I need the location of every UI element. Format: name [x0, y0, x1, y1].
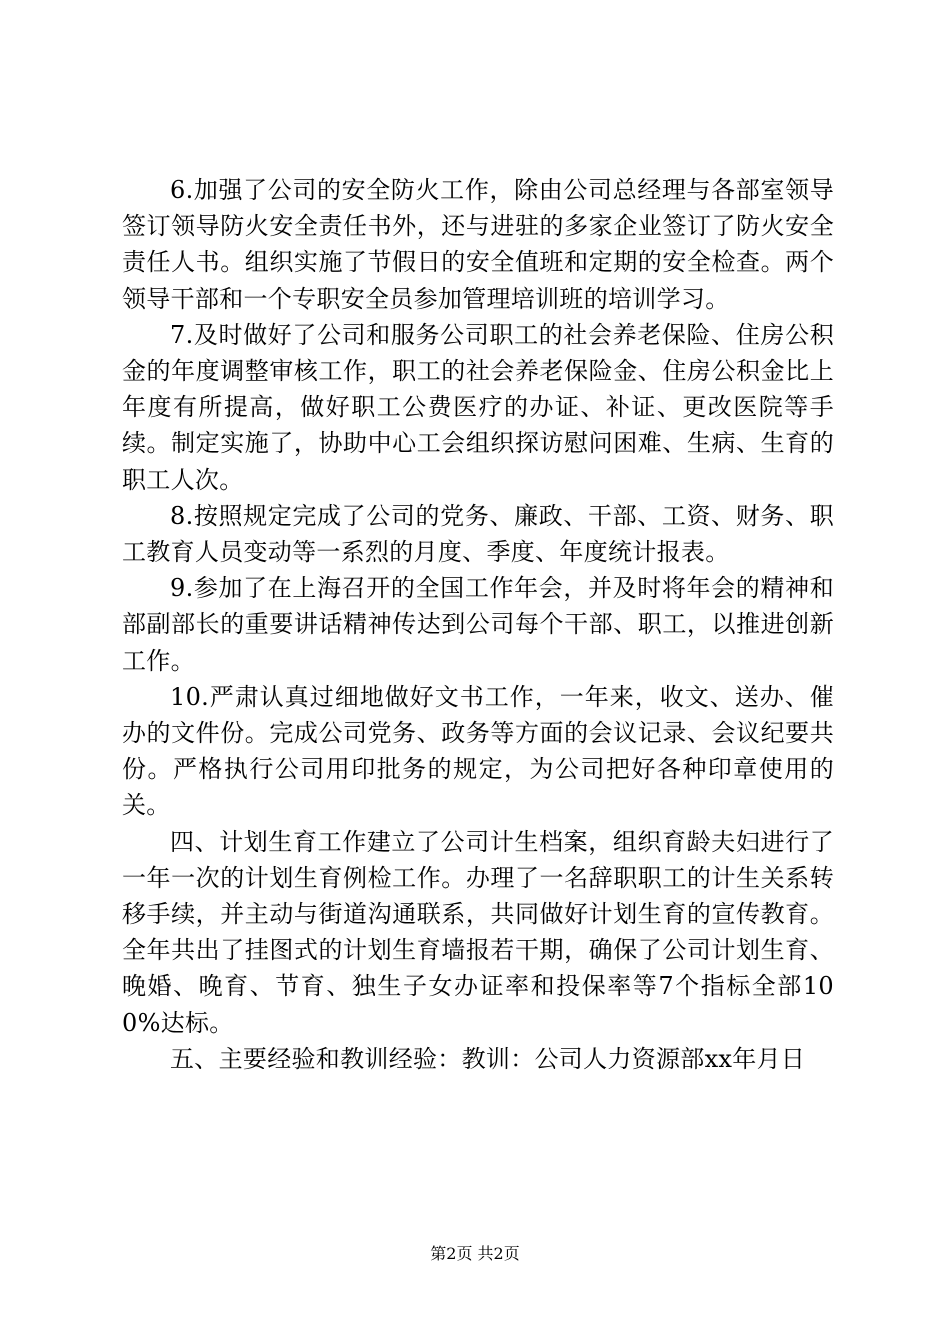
- paragraph-experience-lessons: 五、主要经验和教训经验：教训：公司人力资源部xx年月日: [170, 1044, 806, 1073]
- paragraph-social-insurance: 7.及时做好了公司和服务公司职工的社会养老保险、住房公积金的年度调整审核工作，职工的社会养老保险金、住房公积金比上年度有所提高，做好职工公费医疗的办证、补证、更改医院等手续。制定实施了，协助中心工会组织探访慰问困难、生病、生育的职工人次。: [122, 320, 834, 494]
- document-body: [122, 172, 834, 1077]
- page-number-footer: 第2页 共2页: [430, 1244, 520, 1263]
- paragraph-fire-safety: 6.加强了公司的安全防火工作，除由公司总经理与各部室领导签订领导防火安全责任书外，还与进驻的多家企业签订了防火安全责任人书。组织实施了节假日的安全值班和定期的安全检查。两个领导干部和一个专职安全员参加管理培训班的培训学习。: [122, 176, 834, 313]
- paragraph-annual-meeting: 9.参加了在上海召开的全国工作年会，并及时将年会的精神和部副部长的重要讲话精神传达到公司每个干部、职工，以推进创新工作。: [122, 574, 834, 675]
- paragraph-document-work: 10.严肃认真过细地做好文书工作，一年来，收文、送办、催办的文件份。完成公司党务、政务等方面的会议记录、会议纪要共份。严格执行公司用印批务的规定，为公司把好各种印章使用的关。: [122, 682, 834, 820]
- paragraph-family-planning: 四、计划生育工作建立了公司计生档案，组织育龄夫妇进行了一年一次的计划生育例检工作。办理了一名辞职职工的计生关系转移手续，并主动与街道沟通联系，共同做好计划生育的宣传教育。全年共出了挂图式的计划生育墙报若干期，确保了公司计划生育、晚婚、晚育、节育、独生子女办证率和投保率等7个指标全部100%达标。: [122, 827, 834, 1037]
- paragraph-statistics-reports: 8.按照规定完成了公司的党务、廉政、干部、工资、财务、职工教育人员变动等一系烈的月度、季度、年度统计报表。: [122, 501, 834, 567]
